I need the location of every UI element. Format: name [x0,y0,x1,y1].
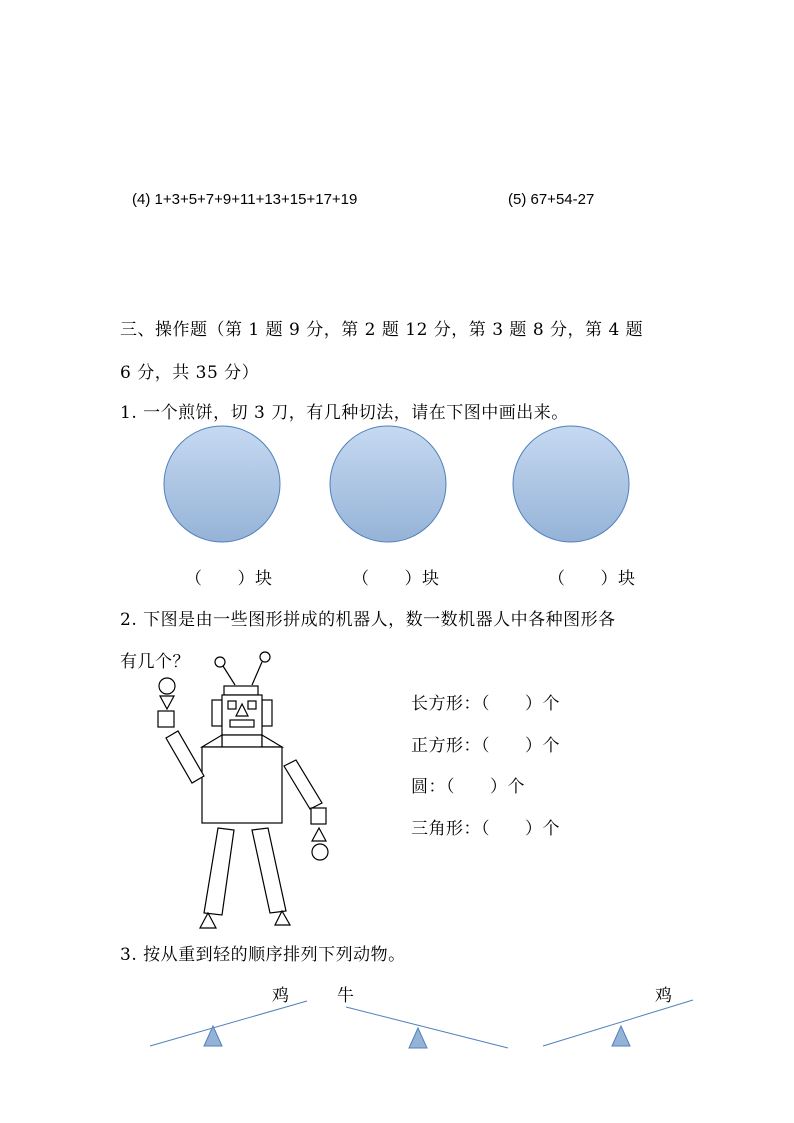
q2-item-circle[interactable]: 圆：（ ）个 [411,777,525,797]
q2-prompt-line1: 2. 下图是由一些图形拼成的机器人，数一数机器人中各种图形各 [120,610,616,630]
section3-title-line1: 三、操作题（第 1 题 9 分，第 2 题 12 分，第 3 题 8 分，第 4 题 [120,320,644,340]
q1-answer-1[interactable]: （ ）块 [185,569,273,589]
balance-1 [150,1001,307,1046]
section3-title-line2: 6 分，共 35 分） [120,363,260,383]
balance-2 [346,1007,508,1048]
balance-label-chicken-1: 鸡 [272,986,290,1006]
pancake-circle-3 [513,426,629,542]
q3-prompt: 3. 按从重到轻的顺序排列下列动物。 [120,945,406,965]
q2-item-triangle[interactable]: 三角形：（ ）个 [411,819,560,839]
balance-label-chicken-2: 鸡 [655,986,673,1006]
pancake-circle-2 [330,426,446,542]
q2-item-rectangle[interactable]: 长方形：（ ）个 [411,694,560,714]
expression-q4: (4) 1+3+5+7+9+11+13+15+17+19 [132,191,358,208]
q1-answer-3[interactable]: （ ）块 [548,569,636,589]
robot-figure [158,652,328,928]
q2-item-square[interactable]: 正方形：（ ）个 [411,736,560,756]
q1-answer-2[interactable]: （ ）块 [352,569,440,589]
balance-3 [543,1000,693,1046]
expression-q5: (5) 67+54-27 [508,191,595,208]
q2-prompt-line2: 有几个？ [120,652,190,672]
q1-prompt: 1. 一个煎饼，切 3 刀，有几种切法，请在下图中画出来。 [120,403,569,423]
balance-label-cow: 牛 [337,986,355,1006]
pancake-circle-1 [164,426,280,542]
